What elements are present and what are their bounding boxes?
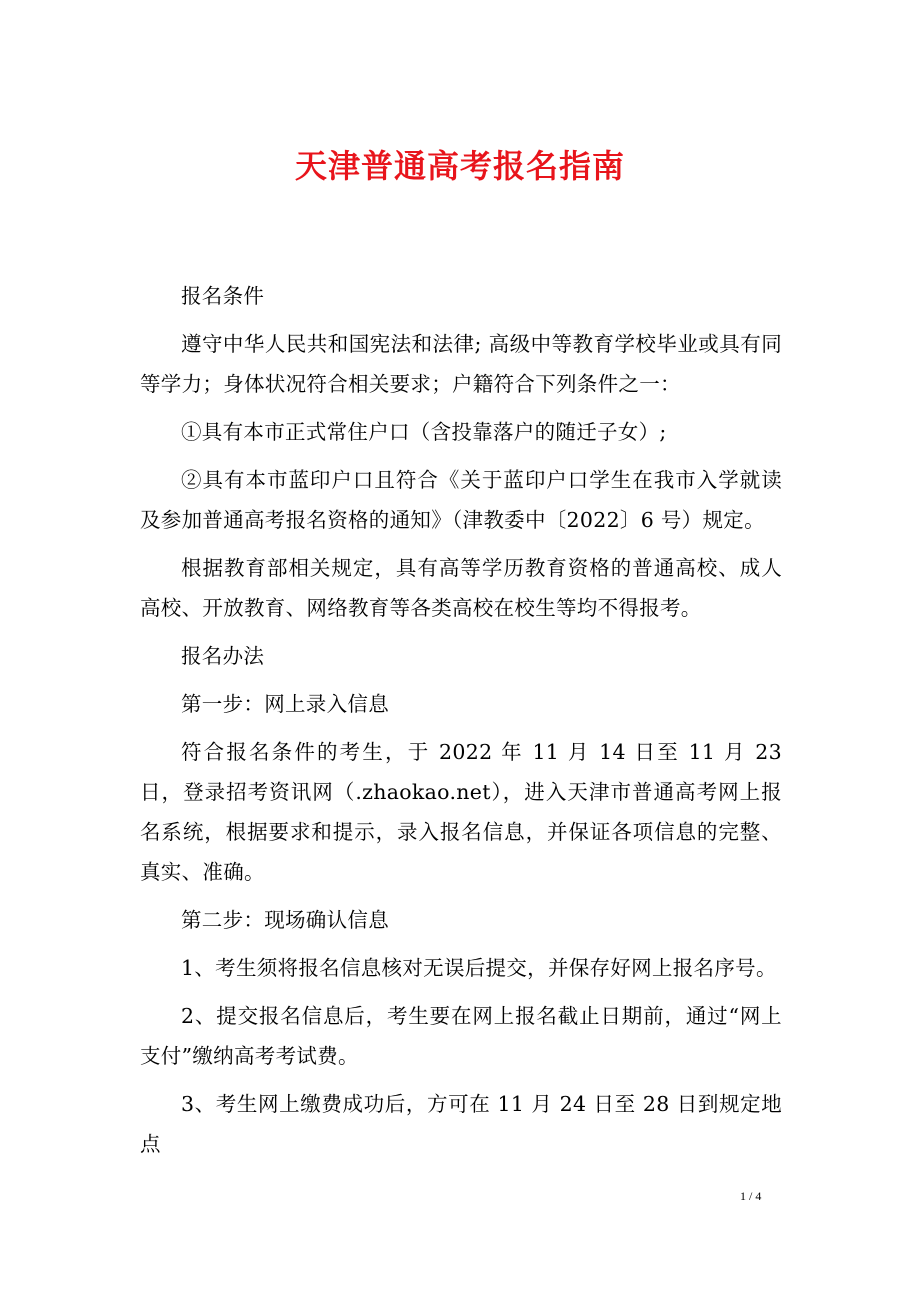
list-item: 3、考生网上缴费成功后，方可在 11 月 24 日至 28 日到规定地点 — [140, 1092, 782, 1156]
section-heading-requirements: 报名条件 — [181, 284, 265, 308]
section-heading-method: 报名办法 — [181, 644, 265, 668]
list-item: 2、提交报名信息后，考生要在网上报名截止日期前，通过“网上支付”缴纳高考考试费。 — [140, 1004, 782, 1068]
list-item: ①具有本市正式常住户口（含投靠落户的随迁子女）; — [181, 420, 667, 444]
document-body — [140, 276, 782, 1172]
list-item: 1、考生须将报名信息核对无误后提交，并保存好网上报名序号。 — [181, 956, 777, 980]
list-item: ②具有本市蓝印户口且符合《关于蓝印户口学生在我市入学就读及参加普通高考报名资格的通知》（津教委中〔2022〕6 号）规定。 — [140, 468, 782, 532]
paragraph: 符合报名条件的考生，于 2022 年 11 月 14 日至 11 月 23 日，登录招考资讯网（.zhaokao.net），进入天津市普通高考网上报名系统，根据要求和提示，录入报名信息，并保证各项信息的完整、真实、准确。 — [140, 740, 782, 884]
page-number: 1 / 4 — [740, 1189, 762, 1203]
step-heading: 第二步：现场确认信息 — [181, 908, 389, 932]
step-heading: 第一步：网上录入信息 — [181, 692, 389, 716]
document-title: 天津普通高考报名指南 — [294, 147, 625, 185]
paragraph: 遵守中华人民共和国宪法和法律; 高级中等教育学校毕业或具有同等学力；身体状况符合相关要求；户籍符合下列条件之一： — [140, 332, 782, 396]
paragraph: 根据教育部相关规定，具有高等学历教育资格的普通高校、成人高校、开放教育、网络教育等各类高校在校生等均不得报考。 — [140, 556, 782, 620]
